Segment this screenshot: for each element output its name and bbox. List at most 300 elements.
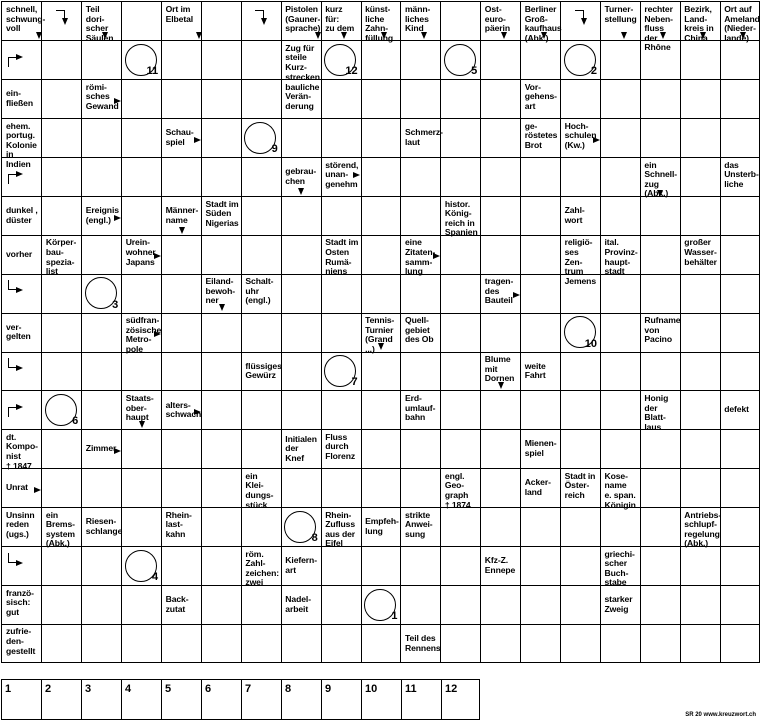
answer-cell[interactable] bbox=[561, 80, 601, 119]
clue-cell bbox=[82, 80, 122, 119]
answer-cell[interactable] bbox=[401, 197, 441, 236]
answer-cell[interactable] bbox=[122, 624, 162, 663]
answer-cell[interactable] bbox=[82, 158, 122, 197]
answer-cell[interactable] bbox=[82, 547, 122, 586]
answer-cell[interactable] bbox=[521, 235, 561, 274]
clue-cell bbox=[202, 197, 242, 236]
answer-cell[interactable] bbox=[162, 41, 202, 80]
answer-cell[interactable] bbox=[521, 586, 561, 625]
answer-cell[interactable] bbox=[82, 391, 122, 430]
clue-cell bbox=[281, 586, 321, 625]
clue-cell bbox=[122, 391, 162, 430]
clue-text: flüssiges Gewürz bbox=[245, 360, 282, 381]
answer-cell[interactable] bbox=[321, 469, 361, 508]
answer-cell[interactable] bbox=[441, 624, 481, 663]
answer-cell[interactable] bbox=[561, 274, 601, 313]
answer-cell[interactable] bbox=[202, 352, 242, 391]
answer-cell[interactable] bbox=[680, 41, 720, 80]
answer-cell[interactable] bbox=[42, 469, 82, 508]
answer-cell[interactable] bbox=[42, 391, 82, 430]
answer-cell[interactable] bbox=[561, 547, 601, 586]
solution-index: 6 bbox=[72, 415, 79, 428]
answer-cell[interactable] bbox=[82, 352, 122, 391]
answer-cell[interactable] bbox=[42, 80, 82, 119]
clue-text: Kose- name e. span. Königin bbox=[604, 470, 636, 510]
answer-cell[interactable] bbox=[680, 274, 720, 313]
answer-cell[interactable] bbox=[321, 547, 361, 586]
answer-cell[interactable] bbox=[122, 80, 162, 119]
answer-cell[interactable] bbox=[441, 119, 481, 158]
answer-cell[interactable] bbox=[561, 624, 601, 663]
answer-cell[interactable] bbox=[521, 391, 561, 430]
answer-cell[interactable] bbox=[561, 352, 601, 391]
answer-cell[interactable] bbox=[42, 430, 82, 469]
clue-cell bbox=[401, 624, 441, 663]
answer-cell[interactable] bbox=[281, 313, 321, 352]
solution-cell[interactable] bbox=[242, 680, 282, 719]
arrow-right-icon bbox=[16, 287, 23, 293]
answer-cell[interactable] bbox=[481, 80, 521, 119]
answer-cell[interactable] bbox=[441, 391, 481, 430]
answer-cell[interactable] bbox=[680, 352, 720, 391]
answer-cell[interactable] bbox=[481, 41, 521, 80]
answer-cell[interactable] bbox=[521, 547, 561, 586]
clue-text: Rhein- Zufluss aus der Eifel bbox=[325, 509, 356, 549]
answer-cell[interactable] bbox=[122, 119, 162, 158]
answer-cell[interactable] bbox=[521, 624, 561, 663]
answer-cell[interactable] bbox=[640, 508, 680, 547]
answer-cell[interactable] bbox=[202, 430, 242, 469]
answer-cell[interactable] bbox=[281, 624, 321, 663]
answer-cell[interactable] bbox=[42, 197, 82, 236]
answer-cell[interactable] bbox=[241, 430, 281, 469]
answer-cell[interactable] bbox=[202, 508, 242, 547]
answer-cell[interactable] bbox=[321, 80, 361, 119]
answer-cell[interactable] bbox=[202, 391, 242, 430]
answer-cell[interactable] bbox=[202, 469, 242, 508]
answer-cell[interactable] bbox=[241, 235, 281, 274]
answer-cell[interactable] bbox=[601, 430, 641, 469]
solution-cell-number: 8 bbox=[285, 683, 292, 695]
answer-cell[interactable] bbox=[401, 158, 441, 197]
solution-cell-number: 4 bbox=[125, 683, 132, 695]
answer-cell[interactable] bbox=[680, 430, 720, 469]
answer-cell[interactable] bbox=[521, 41, 561, 80]
answer-cell[interactable] bbox=[720, 508, 760, 547]
answer-cell[interactable] bbox=[361, 119, 401, 158]
answer-cell[interactable] bbox=[281, 274, 321, 313]
answer-cell[interactable] bbox=[481, 235, 521, 274]
answer-cell[interactable] bbox=[680, 158, 720, 197]
clue-text: Schmerz- laut bbox=[405, 127, 443, 147]
answer-cell[interactable] bbox=[481, 430, 521, 469]
answer-cell[interactable] bbox=[441, 313, 481, 352]
solution-cell[interactable] bbox=[402, 680, 442, 719]
answer-cell[interactable] bbox=[640, 235, 680, 274]
answer-cell[interactable] bbox=[441, 2, 481, 41]
answer-cell[interactable] bbox=[241, 41, 281, 80]
answer-cell[interactable] bbox=[601, 41, 641, 80]
clue-cell bbox=[281, 2, 321, 41]
answer-cell[interactable] bbox=[401, 430, 441, 469]
solution-cell[interactable] bbox=[82, 680, 122, 719]
answer-cell[interactable] bbox=[401, 274, 441, 313]
answer-cell[interactable] bbox=[601, 80, 641, 119]
clue-cell bbox=[2, 313, 42, 352]
answer-cell[interactable] bbox=[361, 547, 401, 586]
answer-cell[interactable] bbox=[162, 158, 202, 197]
answer-cell[interactable] bbox=[82, 624, 122, 663]
answer-cell[interactable] bbox=[601, 391, 641, 430]
clue-cell bbox=[162, 508, 202, 547]
answer-cell[interactable] bbox=[122, 197, 162, 236]
answer-cell[interactable] bbox=[321, 197, 361, 236]
clue-text: ehem. portug. Kolonie in Indien bbox=[6, 120, 37, 170]
answer-cell[interactable] bbox=[680, 80, 720, 119]
answer-cell[interactable] bbox=[281, 469, 321, 508]
answer-cell[interactable] bbox=[321, 41, 361, 80]
clue-text: ital. Provinz- haupt- stadt bbox=[604, 237, 638, 277]
answer-cell[interactable] bbox=[680, 547, 720, 586]
answer-cell[interactable] bbox=[441, 158, 481, 197]
answer-cell[interactable] bbox=[441, 41, 481, 80]
clue-text: ein Klei- dungs- stück bbox=[245, 470, 274, 510]
arrow-right-icon bbox=[16, 54, 23, 60]
solution-cell[interactable] bbox=[322, 680, 362, 719]
answer-cell[interactable] bbox=[82, 119, 122, 158]
answer-cell[interactable] bbox=[441, 80, 481, 119]
answer-cell[interactable] bbox=[401, 586, 441, 625]
answer-cell[interactable] bbox=[720, 430, 760, 469]
answer-cell[interactable] bbox=[481, 197, 521, 236]
answer-cell[interactable] bbox=[601, 313, 641, 352]
answer-cell[interactable] bbox=[720, 274, 760, 313]
answer-cell[interactable] bbox=[680, 624, 720, 663]
answer-cell[interactable] bbox=[321, 274, 361, 313]
answer-cell[interactable] bbox=[162, 235, 202, 274]
answer-cell[interactable] bbox=[481, 469, 521, 508]
answer-cell[interactable] bbox=[720, 313, 760, 352]
answer-cell[interactable] bbox=[601, 352, 641, 391]
answer-cell[interactable] bbox=[640, 352, 680, 391]
answer-cell[interactable] bbox=[521, 274, 561, 313]
answer-cell[interactable] bbox=[202, 158, 242, 197]
answer-cell[interactable] bbox=[202, 624, 242, 663]
solution-index: 10 bbox=[584, 337, 597, 350]
solution-cell[interactable] bbox=[202, 680, 242, 719]
answer-cell[interactable] bbox=[640, 586, 680, 625]
answer-cell[interactable] bbox=[122, 430, 162, 469]
answer-cell[interactable] bbox=[481, 119, 521, 158]
answer-cell[interactable] bbox=[82, 41, 122, 80]
answer-cell[interactable] bbox=[202, 586, 242, 625]
answer-cell[interactable] bbox=[361, 235, 401, 274]
clue-text: Schalt- uhr (engl.) bbox=[245, 276, 274, 306]
answer-cell[interactable] bbox=[42, 41, 82, 80]
clue-text: Turner- stellung bbox=[604, 4, 637, 24]
answer-cell[interactable] bbox=[82, 235, 122, 274]
answer-cell[interactable] bbox=[401, 469, 441, 508]
answer-cell[interactable] bbox=[361, 391, 401, 430]
clue-text: vorher bbox=[6, 248, 33, 259]
answer-cell[interactable] bbox=[281, 352, 321, 391]
solution-index: 8 bbox=[311, 532, 318, 545]
answer-cell[interactable] bbox=[122, 41, 162, 80]
answer-cell[interactable] bbox=[481, 508, 521, 547]
answer-cell[interactable] bbox=[361, 430, 401, 469]
answer-cell[interactable] bbox=[361, 158, 401, 197]
answer-cell[interactable] bbox=[481, 624, 521, 663]
clue-text: Acker- land bbox=[524, 477, 551, 497]
answer-cell[interactable] bbox=[42, 547, 82, 586]
clue-text: franzö- sisch: gut bbox=[6, 587, 34, 617]
answer-cell[interactable] bbox=[441, 235, 481, 274]
answer-cell[interactable] bbox=[241, 624, 281, 663]
answer-cell[interactable] bbox=[401, 41, 441, 80]
answer-cell[interactable] bbox=[122, 274, 162, 313]
answer-cell[interactable] bbox=[42, 586, 82, 625]
clue-cell bbox=[561, 119, 601, 158]
clue-text: Teil des Rennens bbox=[405, 633, 441, 653]
clue-cell bbox=[162, 197, 202, 236]
answer-cell[interactable] bbox=[601, 508, 641, 547]
solution-cell-number: 1 bbox=[5, 683, 12, 695]
answer-cell[interactable] bbox=[481, 313, 521, 352]
answer-cell[interactable] bbox=[281, 508, 321, 547]
answer-cell[interactable] bbox=[361, 586, 401, 625]
answer-cell[interactable] bbox=[82, 274, 122, 313]
answer-cell[interactable] bbox=[82, 469, 122, 508]
answer-cell[interactable] bbox=[202, 80, 242, 119]
answer-cell[interactable] bbox=[640, 624, 680, 663]
answer-cell[interactable] bbox=[601, 158, 641, 197]
clue-text: gebrau- chen bbox=[285, 166, 317, 186]
answer-cell[interactable] bbox=[82, 586, 122, 625]
answer-cell[interactable] bbox=[441, 352, 481, 391]
clue-cell bbox=[601, 2, 641, 41]
answer-cell[interactable] bbox=[122, 508, 162, 547]
answer-cell[interactable] bbox=[162, 547, 202, 586]
answer-cell[interactable] bbox=[42, 624, 82, 663]
answer-cell[interactable] bbox=[122, 2, 162, 41]
answer-cell[interactable] bbox=[561, 586, 601, 625]
answer-cell[interactable] bbox=[202, 313, 242, 352]
answer-cell[interactable] bbox=[720, 352, 760, 391]
clue-cell bbox=[720, 391, 760, 430]
answer-cell[interactable] bbox=[640, 80, 680, 119]
answer-cell[interactable] bbox=[361, 624, 401, 663]
answer-cell[interactable] bbox=[640, 41, 680, 80]
answer-cell[interactable] bbox=[241, 158, 281, 197]
answer-cell[interactable] bbox=[720, 80, 760, 119]
answer-cell[interactable] bbox=[521, 508, 561, 547]
answer-cell[interactable] bbox=[720, 197, 760, 236]
clue-text: defekt bbox=[724, 404, 749, 415]
clue-cell bbox=[162, 2, 202, 41]
answer-cell[interactable] bbox=[241, 391, 281, 430]
answer-cell[interactable] bbox=[680, 586, 720, 625]
clue-text: Pistolen (Gauner- sprache) bbox=[285, 4, 321, 34]
answer-cell[interactable] bbox=[361, 352, 401, 391]
answer-cell[interactable] bbox=[281, 119, 321, 158]
answer-cell[interactable] bbox=[361, 469, 401, 508]
answer-cell[interactable] bbox=[601, 119, 641, 158]
answer-cell[interactable] bbox=[640, 197, 680, 236]
answer-cell[interactable] bbox=[241, 313, 281, 352]
clue-text: griechi- scher Buch- stabe bbox=[604, 548, 635, 588]
answer-cell[interactable] bbox=[601, 197, 641, 236]
clue-text: alters- schwach bbox=[165, 399, 202, 420]
answer-cell[interactable] bbox=[42, 352, 82, 391]
answer-cell[interactable] bbox=[321, 119, 361, 158]
arrow-down-icon bbox=[219, 304, 225, 311]
answer-cell[interactable] bbox=[321, 586, 361, 625]
answer-cell[interactable] bbox=[521, 313, 561, 352]
answer-cell[interactable] bbox=[162, 80, 202, 119]
clue-text: schnell, schwung- voll bbox=[6, 4, 46, 34]
answer-cell[interactable] bbox=[720, 41, 760, 80]
answer-cell[interactable] bbox=[202, 119, 242, 158]
answer-cell[interactable] bbox=[720, 547, 760, 586]
clue-text: weite Fahrt bbox=[524, 360, 546, 381]
clue-text: Stadt im Osten Rumä- niens bbox=[325, 237, 359, 277]
answer-cell[interactable] bbox=[321, 624, 361, 663]
answer-cell[interactable] bbox=[601, 624, 641, 663]
answer-cell[interactable] bbox=[162, 352, 202, 391]
clue-cell bbox=[640, 391, 680, 430]
answer-cell[interactable] bbox=[321, 391, 361, 430]
answer-cell[interactable] bbox=[241, 119, 281, 158]
answer-cell[interactable] bbox=[82, 313, 122, 352]
clue-text: Ereignis (engl.) bbox=[85, 205, 119, 225]
solution-cell[interactable] bbox=[42, 680, 82, 719]
answer-cell[interactable] bbox=[680, 313, 720, 352]
answer-cell[interactable] bbox=[122, 547, 162, 586]
answer-cell[interactable] bbox=[640, 119, 680, 158]
answer-cell[interactable] bbox=[321, 313, 361, 352]
answer-cell[interactable] bbox=[401, 352, 441, 391]
clue-text: starker Zweig bbox=[604, 594, 633, 614]
answer-cell[interactable] bbox=[441, 274, 481, 313]
answer-cell[interactable] bbox=[361, 41, 401, 80]
answer-cell[interactable] bbox=[162, 430, 202, 469]
answer-cell[interactable] bbox=[361, 80, 401, 119]
answer-cell[interactable] bbox=[122, 469, 162, 508]
solution-cell[interactable] bbox=[122, 680, 162, 719]
answer-cell[interactable] bbox=[521, 197, 561, 236]
clue-text: rechter Neben- fluss der Rhône bbox=[644, 4, 673, 53]
answer-cell[interactable] bbox=[241, 586, 281, 625]
arrow-right-icon bbox=[154, 331, 161, 337]
arrow-right-icon bbox=[114, 215, 121, 221]
answer-cell[interactable] bbox=[481, 391, 521, 430]
answer-cell[interactable] bbox=[361, 274, 401, 313]
answer-cell[interactable] bbox=[561, 430, 601, 469]
answer-cell[interactable] bbox=[680, 197, 720, 236]
answer-cell[interactable] bbox=[162, 274, 202, 313]
answer-cell[interactable] bbox=[281, 197, 321, 236]
answer-cell[interactable] bbox=[162, 624, 202, 663]
clue-cell bbox=[321, 235, 361, 277]
answer-cell[interactable] bbox=[202, 547, 242, 586]
answer-cell[interactable] bbox=[42, 313, 82, 352]
answer-cell[interactable] bbox=[640, 469, 680, 508]
answer-cell[interactable] bbox=[401, 80, 441, 119]
answer-cell[interactable] bbox=[162, 469, 202, 508]
answer-cell[interactable] bbox=[481, 158, 521, 197]
answer-cell[interactable] bbox=[521, 158, 561, 197]
clue-text: Urein- wohner Japans bbox=[125, 237, 156, 267]
answer-cell[interactable] bbox=[640, 547, 680, 586]
answer-cell[interactable] bbox=[720, 469, 760, 508]
solution-cell[interactable] bbox=[162, 680, 202, 719]
answer-cell[interactable] bbox=[640, 430, 680, 469]
clue-text: Back- zutat bbox=[165, 594, 189, 614]
answer-cell[interactable] bbox=[561, 508, 601, 547]
answer-cell[interactable] bbox=[281, 235, 321, 274]
answer-cell[interactable] bbox=[42, 119, 82, 158]
answer-cell[interactable] bbox=[720, 235, 760, 274]
answer-cell[interactable] bbox=[361, 197, 401, 236]
answer-cell[interactable] bbox=[640, 274, 680, 313]
answer-cell[interactable] bbox=[441, 547, 481, 586]
answer-cell[interactable] bbox=[202, 235, 242, 274]
answer-cell[interactable] bbox=[561, 41, 601, 80]
answer-cell[interactable] bbox=[601, 274, 641, 313]
clue-cell bbox=[361, 2, 401, 41]
clue-text: röm. Zahl- zeichen: zwei bbox=[245, 548, 279, 588]
solution-cell[interactable] bbox=[362, 680, 402, 719]
answer-cell[interactable] bbox=[42, 274, 82, 313]
answer-cell[interactable] bbox=[162, 313, 202, 352]
answer-cell[interactable] bbox=[561, 391, 601, 430]
answer-cell[interactable] bbox=[42, 158, 82, 197]
clue-cell bbox=[401, 391, 441, 430]
answer-cell[interactable] bbox=[281, 391, 321, 430]
answer-cell[interactable] bbox=[680, 119, 720, 158]
answer-cell[interactable] bbox=[241, 508, 281, 547]
answer-cell[interactable] bbox=[122, 352, 162, 391]
answer-cell[interactable] bbox=[561, 158, 601, 197]
answer-cell[interactable] bbox=[441, 586, 481, 625]
answer-cell[interactable] bbox=[720, 624, 760, 663]
answer-cell[interactable] bbox=[720, 586, 760, 625]
clue-text: kurz für: zu dem bbox=[325, 4, 355, 34]
answer-cell[interactable] bbox=[680, 469, 720, 508]
clue-text: großer Wasser- behälter bbox=[684, 237, 717, 267]
answer-cell[interactable] bbox=[122, 158, 162, 197]
solution-cell[interactable] bbox=[442, 680, 479, 719]
answer-cell[interactable] bbox=[241, 197, 281, 236]
answer-cell[interactable] bbox=[241, 80, 281, 119]
answer-cell[interactable] bbox=[441, 430, 481, 469]
answer-cell[interactable] bbox=[321, 352, 361, 391]
answer-cell[interactable] bbox=[202, 41, 242, 80]
clue-cell bbox=[281, 430, 321, 469]
solution-cell[interactable] bbox=[282, 680, 322, 719]
answer-cell[interactable] bbox=[720, 119, 760, 158]
answer-cell[interactable] bbox=[561, 313, 601, 352]
answer-cell[interactable] bbox=[202, 2, 242, 41]
clue-cell bbox=[2, 586, 42, 625]
answer-cell[interactable] bbox=[122, 586, 162, 625]
answer-cell[interactable] bbox=[401, 547, 441, 586]
answer-cell[interactable] bbox=[441, 508, 481, 547]
clue-cell bbox=[42, 235, 82, 277]
answer-cell[interactable] bbox=[680, 391, 720, 430]
answer-cell[interactable] bbox=[481, 586, 521, 625]
solution-cell[interactable] bbox=[2, 680, 42, 719]
